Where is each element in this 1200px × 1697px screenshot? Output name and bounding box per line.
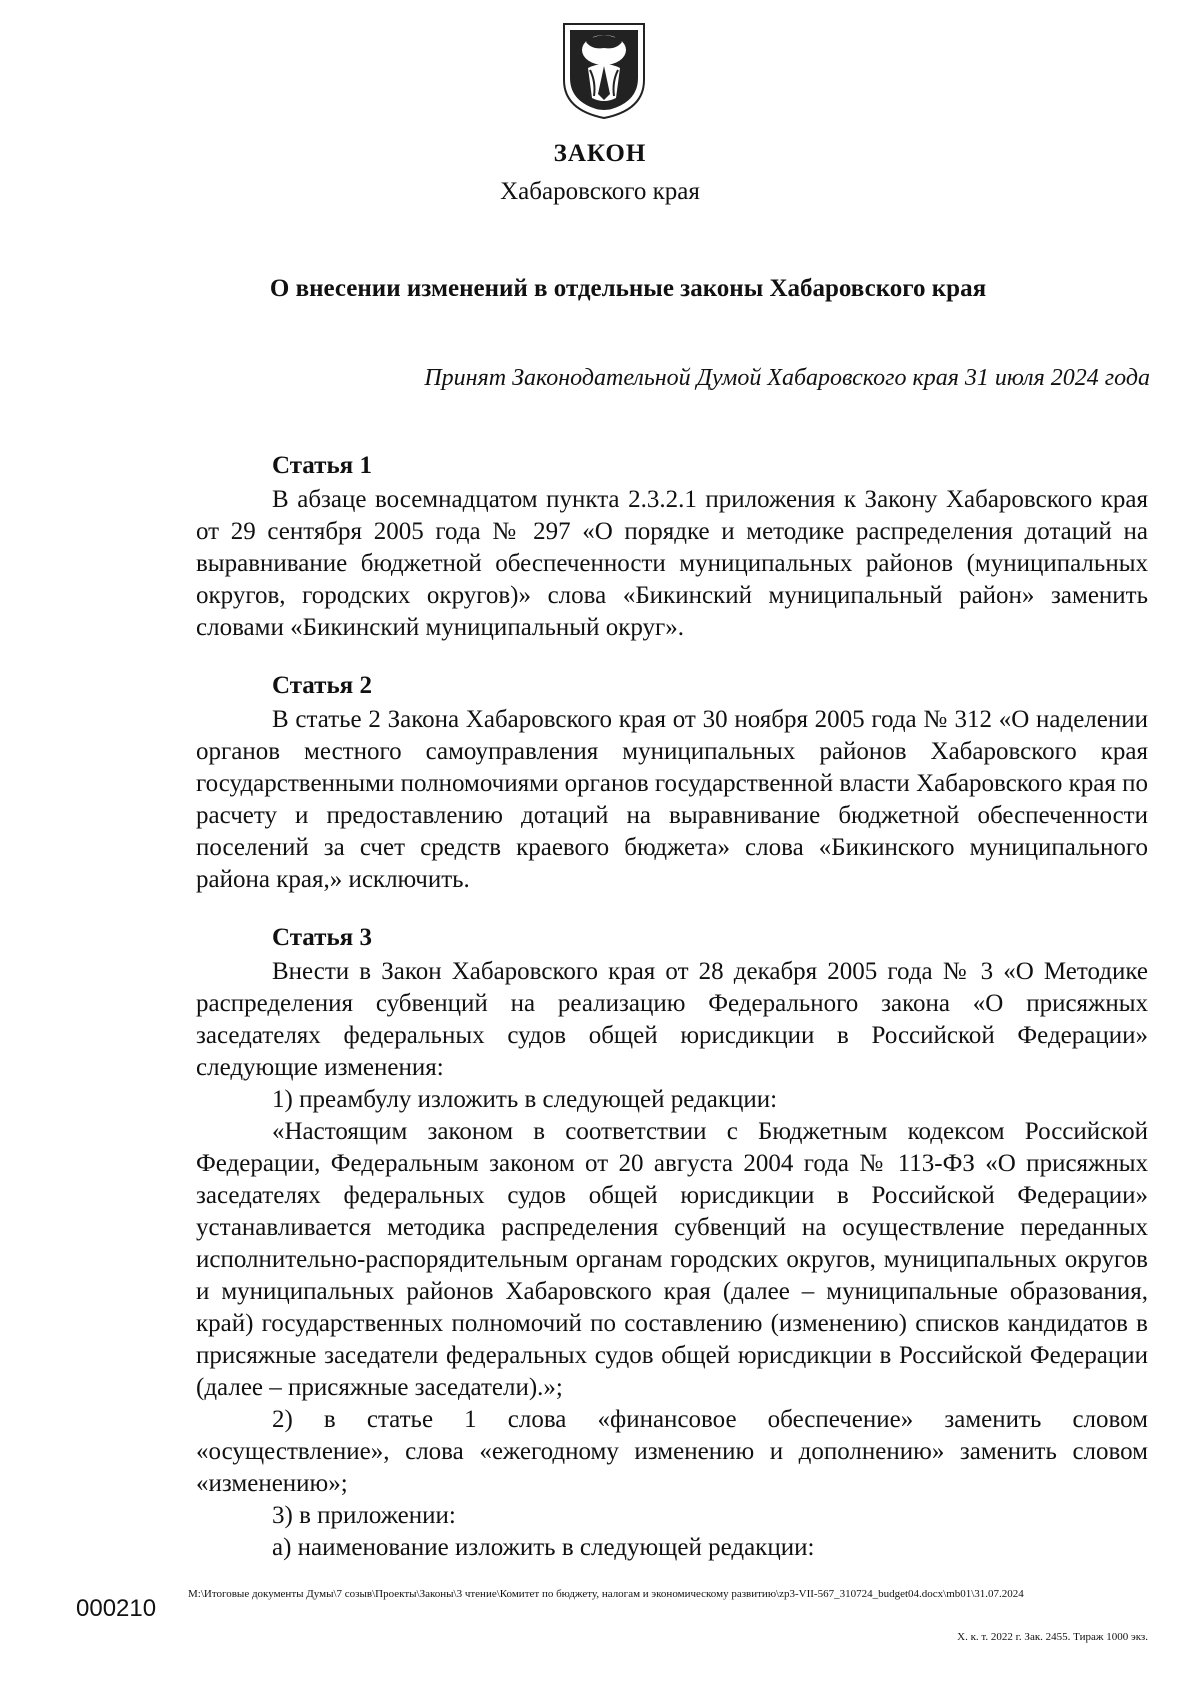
article-heading: Статья 3: [272, 924, 372, 951]
list-item: а) наименование изложить в следующей редакции:: [272, 1534, 815, 1561]
list-item: 2) в статье 1 слова «финансовое обеспечение» заменить словом «осуществление», слова «ежегодному изменению и дополнению» заменить словом «изменению»;: [196, 1406, 1148, 1497]
file-path: M:\Итоговые документы Думы\7 созыв\Проекты\Законы\3 чтение\Комитет по бюджету, налогам и экономическому развитию\zp3-VII-567_310724_budget04.docx\mb01\31.07.2024: [188, 1588, 1024, 1600]
quoted-preamble: «Настоящим законом в соответствии с Бюджетным кодексом Российской Федерации, Федеральным законом от 20 августа 2004 года № 113-ФЗ «О присяжных заседателях федеральных судов общей юрисдикции в Российской Федерации» устанавливается методика распределения субвенций на осуществление переданных исполнительно-распорядительным органам городских округов, муниципальных округов и муниципальных районов Хабаровского края (далее – муниципальные образования, край) государственных полномочий по составлению (изменению) списков кандидатов в присяжные заседатели федеральных судов общей юрисдикции в Российской Федерации (далее – присяжные заседатели).»;: [196, 1118, 1148, 1401]
article-1: [196, 450, 1148, 644]
doc-type: ЗАКОН: [553, 140, 647, 167]
article-3: [196, 922, 1148, 1564]
print-info: Х. к. т. 2022 г. Зак. 2455. Тираж 1000 экз.: [957, 1631, 1148, 1643]
doc-title: О внесении изменений в отдельные законы Хабаровского края: [269, 275, 987, 302]
article-2: [196, 670, 1148, 896]
article-heading: Статья 2: [272, 672, 372, 699]
article-heading: Статья 1: [272, 452, 372, 479]
registration-number: 000210: [76, 1595, 157, 1622]
article-paragraph: Внести в Закон Хабаровского края от 28 декабря 2005 года № 3 «О Методике распределения субвенций на реализацию Федерального закона «О присяжных заседателях федеральных судов общей юрисдикции в Российской Федерации» следующие изменения:: [196, 958, 1148, 1081]
article-paragraph: В абзаце восемнадцатом пункта 2.3.2.1 приложения к Закону Хабаровского края от 29 сентября 2005 года № 297 «О порядке и методике распределения дотаций на выравнивание бюджетной обеспеченности муниципальных районов (муниципальных округов, городских округов)» слова «Бикинский муниципальный район» заменить словами «Бикинский муниципальный округ».: [196, 486, 1148, 641]
article-paragraph: В статье 2 Закона Хабаровского края от 30 ноября 2005 года № 312 «О наделении органов местного самоуправления муниципальных районов Хабаровского края государственными полномочиями органов государственной власти Хабаровского края по расчету и предоставлению дотаций на выравнивание бюджетной обеспеченности поселений за счет средств краевого бюджета» слова «Бикинского муниципального района края,» исключить.: [196, 706, 1148, 893]
list-item: 3) в приложении:: [272, 1502, 456, 1529]
list-item: 1) преамбулу изложить в следующей редакции:: [272, 1086, 778, 1113]
doc-region: Хабаровского края: [500, 178, 700, 205]
coat-of-arms-icon: [560, 20, 648, 122]
adoption-line: Принят Законодательной Думой Хабаровского края 31 июля 2024 года: [424, 365, 1150, 391]
document-body: [196, 450, 1148, 1590]
